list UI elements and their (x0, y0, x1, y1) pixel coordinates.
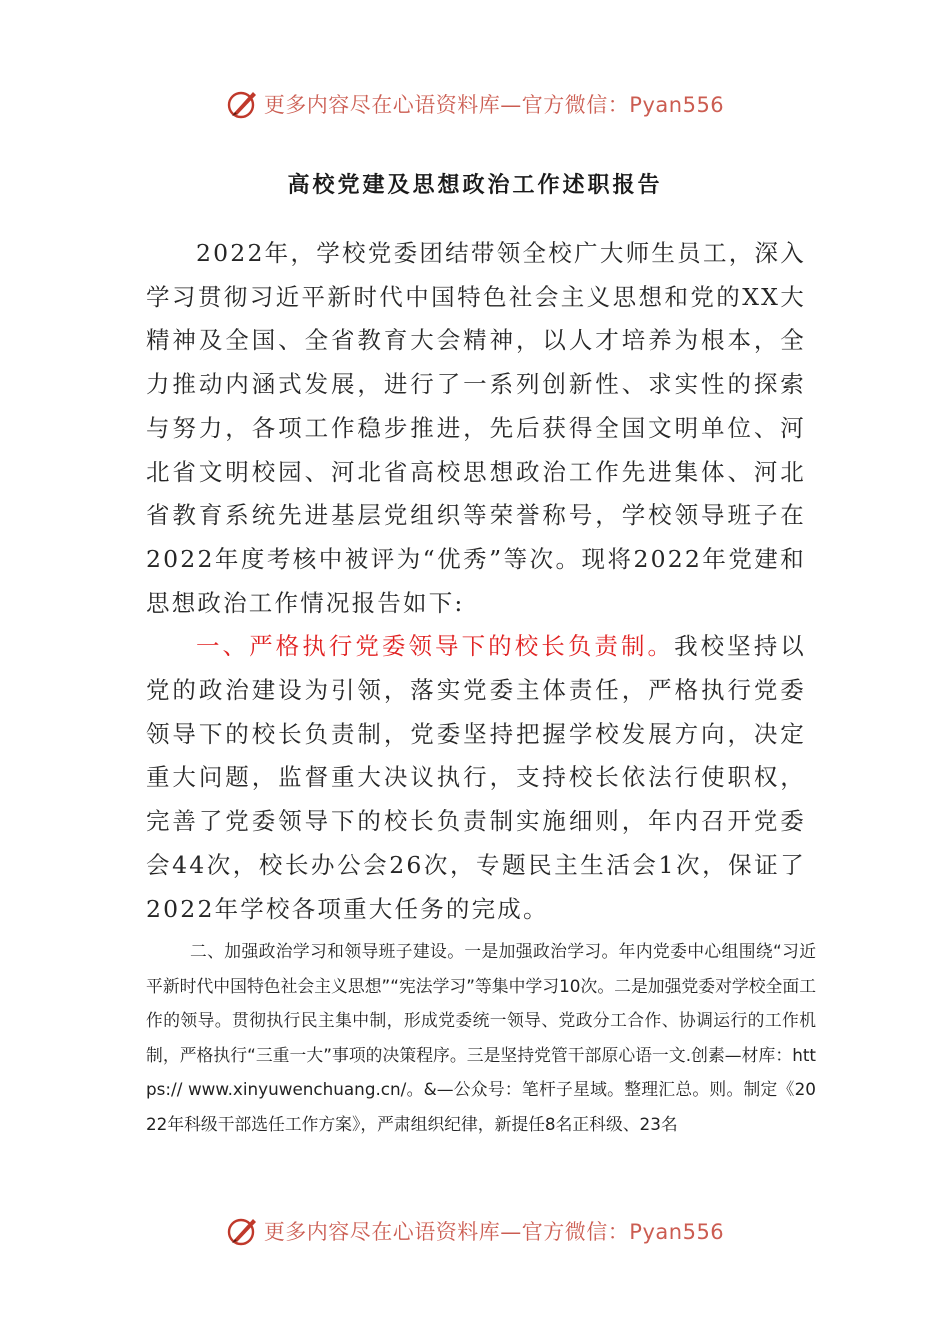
section-2-paragraph: 二、加强政治学习和领导班子建设。一是加强政治学习。年内党委中心组围绕“习近平新时代中国特色社会主义思想”“宪法学习”等集中学习10次。二是加强党委对学校全面工作的领导。贯彻执行民主集中制，形成党委统一领导、党政分工合作、协调运行的工作机制，严格执行“三重一大”事项的决策程序。三是坚持党管干部原心语一文.创素—材库：https:// www.xinyuwenchuang.cn/。&—公众号：笔杆子星域。整理汇总。则。制定《2022年科级干部选任工作方案》，严肃组织纪律，新提任8名正科级、23名 (146, 941, 816, 1134)
watermark-banner-top (0, 82, 950, 126)
section-1-heading: 一、严格执行党委领导下的校长负责制。 (196, 632, 675, 661)
section-1-body: 我校坚持以党的政治建设为引领，落实党委主体责任，严格执行党委领导下的校长负责制，党委坚持把握学校发展方向，决定重大问题，监督重大决议执行，支持校长依法行使职权，完善了党委领导下的校长负责制实施细则，年内召开党委会44次，校长办公会26次，专题民主生活会1次，保证了2022年学校各项重大任务的完成。 (146, 632, 806, 923)
document-body-section-2 (146, 934, 816, 1141)
intro-paragraph: 2022年，学校党委团结带领全校广大师生员工，深入学习贯彻习近平新时代中国特色社会主义思想和党的XX大精神及全国、全省教育大会精神，以人才培养为根本，全力推动内涵式发展，进行了一系列创新性、求实性的探索与努力，各项工作稳步推进，先后获得全国文明单位、河北省文明校园、河北省高校思想政治工作先进集体、河北省教育系统先进基层党组织等荣誉称号，学校领导班子在2022年度考核中被评为“优秀”等次。现将2022年党建和思想政治工作情况报告如下: (146, 239, 806, 617)
watermark-text: 更多内容尽在心语资料库—官方微信：Pyan556 (263, 93, 725, 117)
section-1-paragraph (146, 625, 806, 931)
document-title: 高校党建及思想政治工作述职报告 (287, 172, 663, 198)
quill-pen-seal-icon (226, 87, 260, 121)
quill-pen-seal-icon (226, 1214, 260, 1248)
document-body-main (146, 232, 806, 931)
watermark-banner-bottom (0, 1209, 950, 1253)
watermark-text: 更多内容尽在心语资料库—官方微信：Pyan556 (263, 1220, 725, 1244)
